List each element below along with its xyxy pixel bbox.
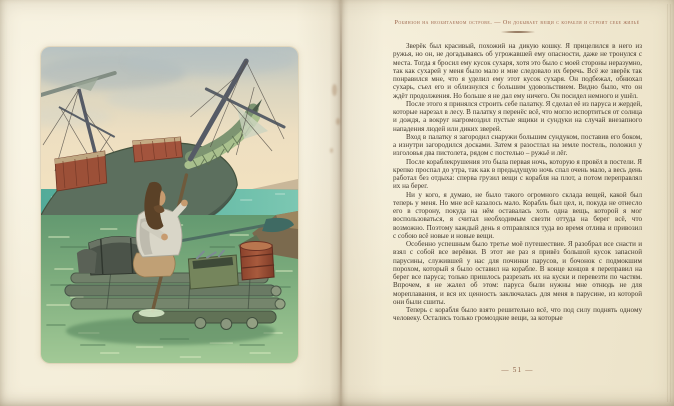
gutter-crease-line — [340, 0, 342, 406]
book-gutter — [296, 0, 384, 406]
illustration-robinson-raft — [41, 47, 298, 363]
page-edge-stack — [665, 4, 672, 402]
paragraph-7: Теперь с корабля было взято решительно всё, что под силу поднять одному человеку. Остались только громоздкие вещи, за которые — [393, 306, 642, 323]
paragraph-1: Зверёк был красивый, похожий на дикую кошку. Я прицелился в него из ружья, но он, не догадываясь об угрожавшей ему опасности, даже не тронулся с места. Тогда я бросил ему кусок сухаря, хотя это было с моей стороны неразумно, так как сухарей у меня было мало и мне следовало их беречь. Всё же зверёк так понравился мне, что я уделил ему этот кусок сухаря. Он подбежал, обнюхал сухарь, съел его и облизнулся с большим удовольствием. Видно было, что он ждёт продолжения. Но больше я не дал ему ничего. Он посидел немного и ушёл. — [393, 42, 642, 100]
foxing-spot — [330, 148, 333, 153]
paragraph-4: После кораблекрушения это была первая ночь, которую я провёл в постели. Я крепко проспал до утра, так как в предыдущую ночь спал очень мало, а весь день работал без отдыха: сперва грузил вещи с корабля на плот, а потом переправлял их на берег. — [393, 157, 642, 191]
paragraph-3: Вход в палатку я загородил снаружи большим сундуком, поставив его боком, а изнутри загородился досками. Затем я разостлал на земле постель, положил у изголовья два пистолета, рядом с постелью – ружьё и лёг. — [393, 132, 642, 158]
barrel — [240, 242, 274, 281]
paragraph-5: Ни у кого, я думаю, не было такого огромного склада вещей, какой был теперь у меня. Но мне всё казалось мало. Корабль был цел, и, покуда не отнесло его в сторону, покуда на нём оставалась хоть одна вещь, которой я мог воспользоваться, я считал необходимым свезти оттуда на берег всё, что возможно. Поэтому каждый день я отправлялся туда во время отлива и привозил с собою всё новые и новые вещи. — [393, 190, 642, 240]
pole-splash — [139, 309, 165, 317]
foxing-spot — [336, 118, 340, 125]
right-hand — [181, 200, 188, 207]
running-header: Робинзон на необитаемом острове. — Он добывает вещи с корабля и строит себе жильё — [394, 19, 640, 26]
body-text — [393, 42, 642, 323]
paragraph-2: После этого я принялся строить себе палатку. Я сделал её из паруса и жердей, которые нарезал в лесу. В палатку я перенёс всё, что могло испортиться от солнца и дождя, а вокруг нагромоздил пустые ящики и сундуки на случай внезапного нападения людей или диких зверей. — [393, 99, 642, 133]
paragraph-6: Особенно успешным было третье моё путешествие. Я разобрал все снасти и взял с собой все верёвки. В этот же раз я привёз большой кусок запасной парусины, служившей у нас для починки парусов, и бочонок с подмокшим порохом, который я было оставил на корабле. В конце концов я переправил на берег все паруса; только пришлось разрезать их на куски и перевезти по частям. Впрочем, я не жалел об этом: паруса были нужны мне отнюдь не для мореплавания, и вся их ценность заключалась для меня в парусине, из которой они были сшиты. — [393, 240, 642, 306]
left-hand — [161, 234, 168, 241]
foxing-spot — [332, 84, 337, 96]
cloud — [126, 47, 295, 75]
header-ornament-rule — [501, 31, 535, 33]
illustration-art — [41, 47, 298, 363]
page-number: — 51 — — [501, 366, 534, 374]
bundle — [77, 249, 97, 273]
